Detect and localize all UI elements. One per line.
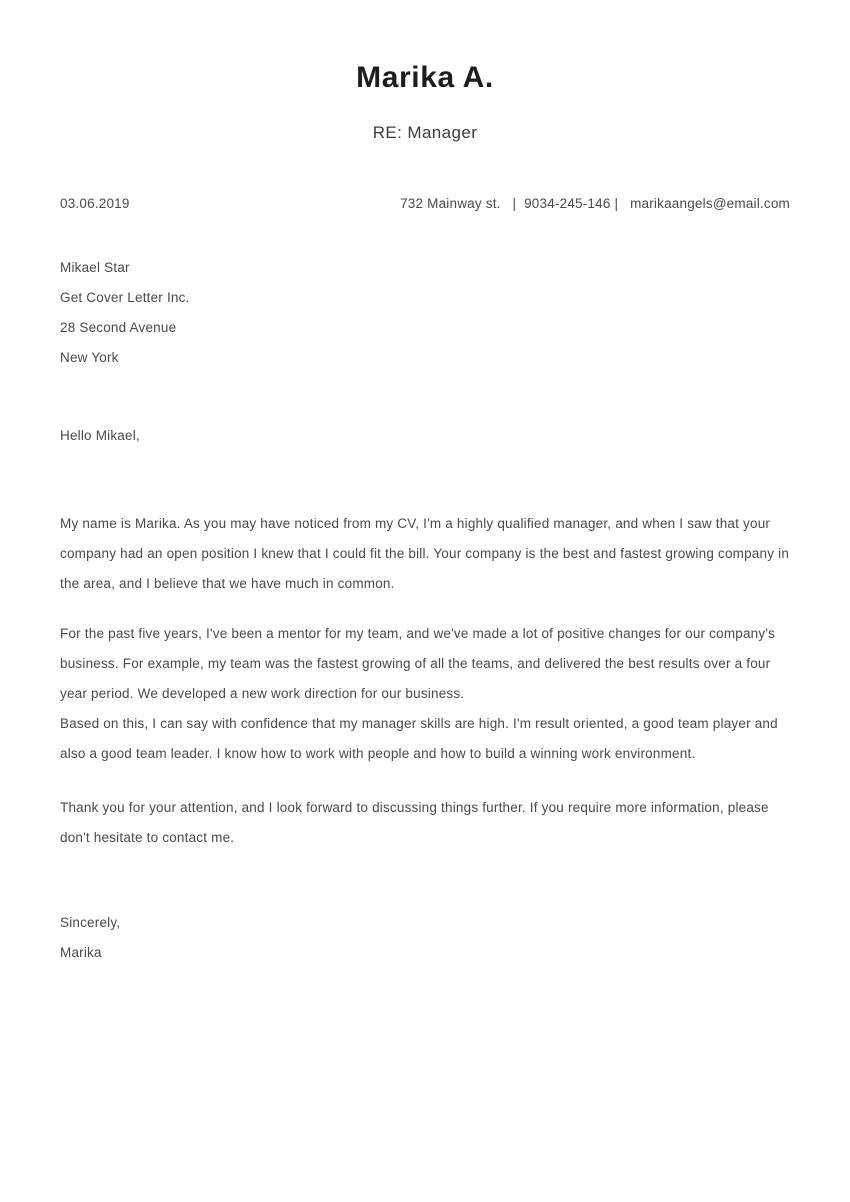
recipient-street: 28 Second Avenue xyxy=(60,320,177,335)
sender-email: marikaangels@email.com xyxy=(630,196,790,211)
contact-separator: | xyxy=(500,196,525,211)
recipient-block xyxy=(60,253,790,373)
contact-separator: | xyxy=(610,196,631,211)
sender-name-title: Marika A. xyxy=(356,61,494,94)
recipient-company: Get Cover Letter Inc. xyxy=(60,290,190,305)
greeting-line: Hello Mikael, xyxy=(60,428,140,443)
body-paragraph: Based on this, I can say with confidence that my manager skills are high. I'm result oriented, a good team player and also a good team leader. I know how to work with people and how to build a winning work environment. xyxy=(60,716,778,761)
sender-contact-line xyxy=(400,196,790,211)
sender-phone: 9034-245-146 xyxy=(524,196,611,211)
meta-row xyxy=(60,196,790,211)
body-paragraph: For the past five years, I've been a mentor for my team, and we've made a lot of positive changes for our company's business. For example, my team was the fastest growing of all the teams, and delivered the best results over a four year period. We developed a new work direction for our business. xyxy=(60,626,776,701)
letter-date: 03.06.2019 xyxy=(60,196,130,211)
body-paragraph: Thank you for your attention, and I look forward to discussing things further. If you require more information, please don't hesitate to contact me. xyxy=(60,800,769,845)
letter-header xyxy=(60,0,790,143)
body-paragraph: My name is Marika. As you may have noticed from my CV, I'm a highly qualified manager, and when I saw that your company had an open position I knew that I could fit the bill. Your company is the best and fastest growing company in the area, and I believe that we have much in common. xyxy=(60,516,790,591)
closing-salutation: Sincerely, xyxy=(60,915,121,930)
recipient-city: New York xyxy=(60,350,119,365)
sender-street-address: 732 Mainway st. xyxy=(400,196,501,211)
letter-subject-line: RE: Manager xyxy=(372,123,478,142)
letter-body xyxy=(60,509,790,853)
signature-name: Marika xyxy=(60,945,102,960)
recipient-name: Mikael Star xyxy=(60,260,130,275)
closing-block xyxy=(60,908,790,968)
